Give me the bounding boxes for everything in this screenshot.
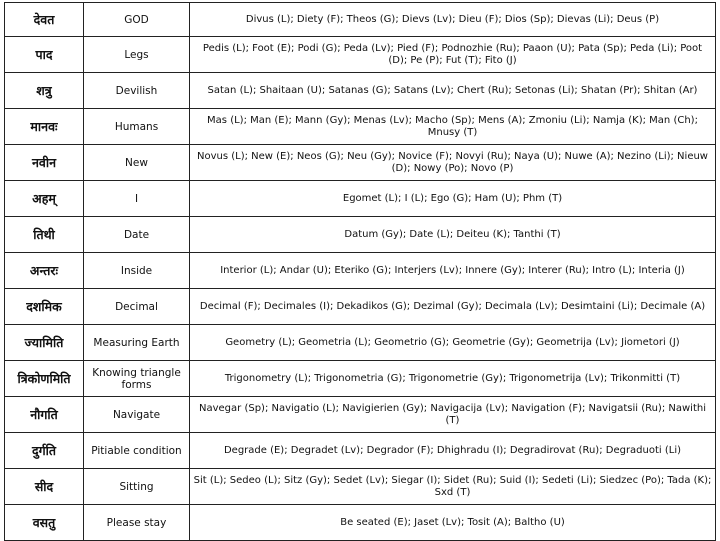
related-words-cell: Degrade (E); Degradet (Lv); Degrador (F); Dhighradu (I); Degradirovat (Ru); Degraduoti (Li) (190, 433, 716, 469)
sanskrit-cell: त्रिकोणमिति (5, 361, 84, 397)
english-cell: GOD (84, 3, 190, 37)
related-words-cell: Satan (L); Shaitaan (U); Satanas (G); Satans (Lv); Chert (Ru); Setonas (Li); Shatan (Pr); Shitan (Ar) (190, 73, 716, 109)
english-cell: Decimal (84, 289, 190, 325)
related-words-cell: Interior (L); Andar (U); Eteriko (G); Interjers (Lv); Innere (Gy); Interer (Ru); Intro (L); Interia (J) (190, 253, 716, 289)
sanskrit-cell: तिथी (5, 217, 84, 253)
table-row (5, 217, 716, 253)
english-cell: I (84, 181, 190, 217)
english-cell: Knowing triangle forms (84, 361, 190, 397)
related-words-cell: Datum (Gy); Date (L); Deiteu (K); Tanthi (T) (190, 217, 716, 253)
sanskrit-cell: वसतु (5, 505, 84, 541)
sanskrit-cell: दुर्गति (5, 433, 84, 469)
english-cell: Inside (84, 253, 190, 289)
related-words-cell: Novus (L); New (E); Neos (G); Neu (Gy); Novice (F); Novyi (Ru); Naya (U); Nuwe (A); Nezino (Li); Nieuw (D); Nowy (Po); Novo (P) (190, 145, 716, 181)
english-cell: Sitting (84, 469, 190, 505)
sanskrit-cell: देवत (5, 3, 84, 37)
table-row (5, 505, 716, 541)
cognate-table (4, 2, 716, 541)
table-row (5, 361, 716, 397)
sanskrit-cell: मानवः (5, 109, 84, 145)
english-cell: New (84, 145, 190, 181)
sanskrit-cell: नवीन (5, 145, 84, 181)
sanskrit-cell: नौगति (5, 397, 84, 433)
english-cell: Please stay (84, 505, 190, 541)
table-row (5, 397, 716, 433)
english-cell: Navigate (84, 397, 190, 433)
related-words-cell: Pedis (L); Foot (E); Podi (G); Peda (Lv); Pied (F); Podnozhie (Ru); Paaon (U); Pata (Sp); Peda (Li); Poot (D); Pe (P); Fut (T); Fito (J) (190, 37, 716, 73)
table-row (5, 181, 716, 217)
table-row (5, 109, 716, 145)
english-cell: Measuring Earth (84, 325, 190, 361)
table-row (5, 433, 716, 469)
related-words-cell: Divus (L); Diety (F); Theos (G); Dievs (Lv); Dieu (F); Dios (Sp); Dievas (Li); Deus (P) (190, 3, 716, 37)
table-row (5, 37, 716, 73)
english-cell: Devilish (84, 73, 190, 109)
table-row (5, 325, 716, 361)
table-row (5, 73, 716, 109)
english-cell: Legs (84, 37, 190, 73)
table-row (5, 253, 716, 289)
related-words-cell: Decimal (F); Decimales (I); Dekadikos (G); Dezimal (Gy); Decimala (Lv); Desimtaini (Li); Decimale (A) (190, 289, 716, 325)
english-cell: Humans (84, 109, 190, 145)
sanskrit-cell: दशमिक (5, 289, 84, 325)
sanskrit-cell: शत्रु (5, 73, 84, 109)
related-words-cell: Egomet (L); I (L); Ego (G); Ham (U); Phm (T) (190, 181, 716, 217)
english-cell: Pitiable condition (84, 433, 190, 469)
sanskrit-cell: सीद (5, 469, 84, 505)
related-words-cell: Be seated (E); Jaset (Lv); Tosit (A); Baltho (U) (190, 505, 716, 541)
related-words-cell: Trigonometry (L); Trigonometria (G); Trigonometrie (Gy); Trigonometrija (Lv); Trikonmitti (T) (190, 361, 716, 397)
sanskrit-cell: पाद (5, 37, 84, 73)
related-words-cell: Sit (L); Sedeo (L); Sitz (Gy); Sedet (Lv); Siegar (I); Sidet (Ru); Suid (I); Sedeti (Li); Siedzec (Po); Tada (K); Sxd (T) (190, 469, 716, 505)
table-row (5, 3, 716, 37)
english-cell: Date (84, 217, 190, 253)
related-words-cell: Geometry (L); Geometria (L); Geometrio (G); Geometrie (Gy); Geometrija (Lv); Jiometori (J) (190, 325, 716, 361)
sanskrit-cell: अहम् (5, 181, 84, 217)
related-words-cell: Navegar (Sp); Navigatio (L); Navigierien (Gy); Navigacija (Lv); Navigation (F); Navigatsii (Ru); Nawithi (T) (190, 397, 716, 433)
sanskrit-cell: अन्तरः (5, 253, 84, 289)
sanskrit-cell: ज्यामिति (5, 325, 84, 361)
table-row (5, 289, 716, 325)
table-row (5, 145, 716, 181)
table-row (5, 469, 716, 505)
related-words-cell: Mas (L); Man (E); Mann (Gy); Menas (Lv); Macho (Sp); Mens (A); Zmoniu (Li); Namja (K); Man (Ch); Mnusy (T) (190, 109, 716, 145)
